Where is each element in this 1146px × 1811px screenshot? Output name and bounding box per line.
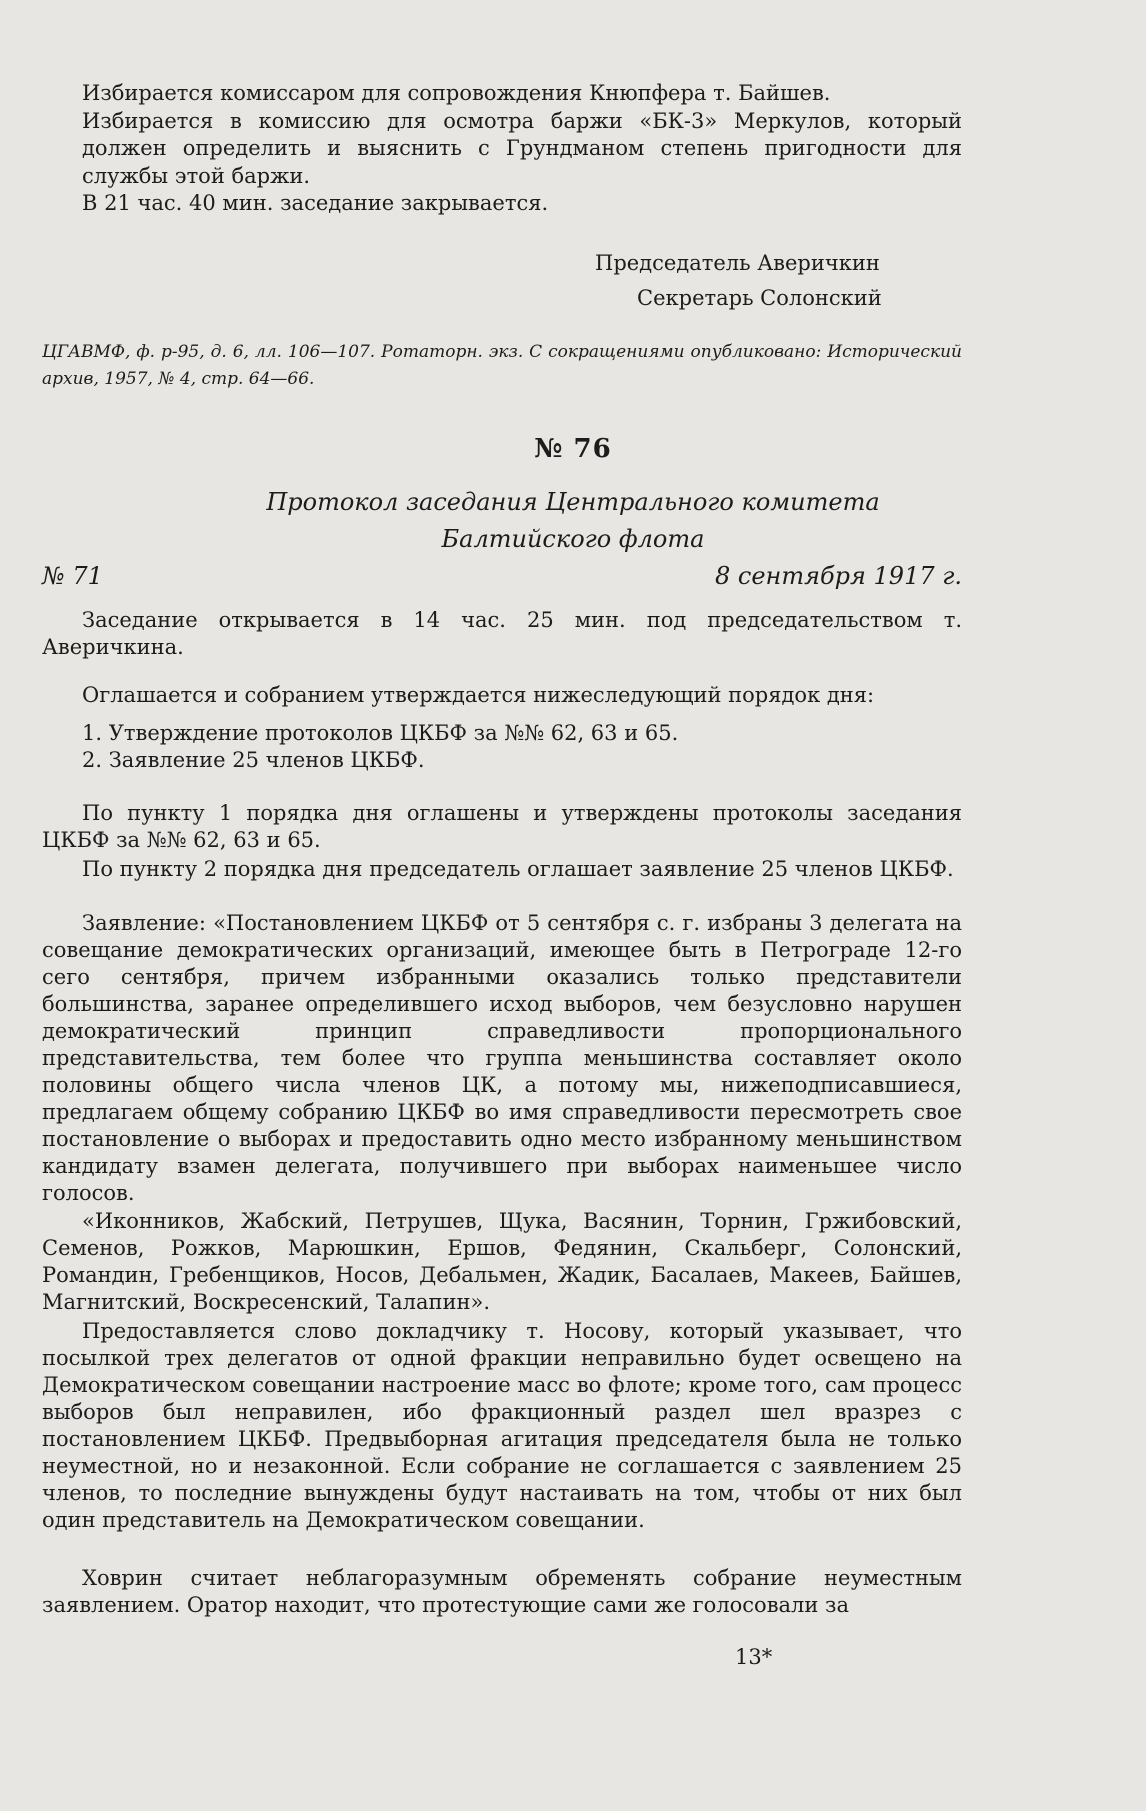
item-2-paragraph: По пункту 2 порядка дня председатель оглашает заявление 25 членов ЦКБФ. <box>82 857 954 881</box>
khovrin-paragraph: Ховрин считает неблагоразумным обременять собрание неуместным заявлением. Оратор находит, что протестующие сами же голосовали за <box>42 1566 962 1617</box>
signature-secretary: Секретарь Солонский <box>637 286 882 310</box>
archive-source: ЦГАВМФ, ф. р-95, д. 6, лл. 106—107. Ротаторн. экз. С сокращениями опубликовано: Исторический архив, 1957, № 4, стр. 64—66. <box>42 342 962 389</box>
agenda-item-1: 1. Утверждение протоколов ЦКБФ за №№ 62, 63 и 65. <box>82 721 679 745</box>
document-number: № 76 <box>534 434 612 464</box>
document-title-line-2: Балтийского флота <box>441 525 705 553</box>
protocol-date: 8 сентября 1917 г. <box>715 562 962 590</box>
agenda-intro: Оглашается и собранием утверждается нижеследующий порядок дня: <box>82 683 875 707</box>
agenda-item-2: 2. Заявление 25 членов ЦКБФ. <box>82 748 425 772</box>
item-1-paragraph: По пункту 1 порядка дня оглашены и утверждены протоколы заседания ЦКБФ за №№ 62, 63 и 65. <box>42 801 962 852</box>
signature-chair: Председатель Аверичкин <box>595 251 880 275</box>
intro-block <box>82 80 962 218</box>
document-title-line-1: Протокол заседания Центрального комитета <box>266 488 880 516</box>
intro-paragraph-3: В 21 час. 40 мин. заседание закрывается. <box>82 191 549 215</box>
intro-paragraph-1: Избирается комиссаром для сопровождения Кнюпфера т. Байшев. <box>82 81 831 105</box>
nosov-paragraph: Предоставляется слово докладчику т. Носову, который указывает, что посылкой трех делегатов от одной фракции неправильно будет освещено на Демократическом совещании настроение масс во флоте; кроме того, сам процесс выборов был неправилен, ибо фракционный раздел шел вразрез с постановлением ЦКБФ. Предвыборная агитация председателя была не только неуместной, но и незаконной. Если собрание не соглашается с заявлением 25 членов, то последние вынуждены будут настаивать на том, чтобы от них был один представитель на Демократическом совещании. <box>42 1319 962 1532</box>
protocol-number: № 71 <box>42 562 103 590</box>
opening-paragraph: Заседание открывается в 14 час. 25 мин. под председательством т. Аверичкина. <box>42 608 962 659</box>
page-number: 13* <box>735 1645 773 1669</box>
statement-paragraph: Заявление: «Постановлением ЦКБФ от 5 сентября с. г. избраны 3 делегата на совещание демократических организаций, имеющее быть в Петрограде 12-го сего сентября, причем избранными оказались только представители большинства, заранее определившего исход выборов, чем безусловно нарушен демократический принцип справедливости пропорционального представительства, тем более что группа меньшинства составляет около половины общего числа членов ЦК, а потому мы, нижеподписавшиеся, предлагаем общему собранию ЦКБФ во имя справедливости пересмотреть свое постановление о выборах и предоставить одно место избранному меньшинством кандидату взамен делегата, получившего при выборах наименьшее число голосов. <box>42 911 962 1205</box>
intro-paragraph-2: Избирается в комиссию для осмотра баржи «БК-3» Меркулов, который должен определить и выяснить с Грундманом степень пригодности для службы этой баржи. <box>82 108 962 188</box>
protocol-meta <box>42 562 962 594</box>
signers-paragraph: «Иконников, Жабский, Петрушев, Щука, Васянин, Торнин, Гржибовский, Семенов, Рожков, Марюшкин, Ершов, Федянин, Скальберг, Солонский, Романдин, Гребенщиков, Носов, Дебальмен, Жадик, Басалаев, Макеев, Байшев, Магнитский, Воскресенский, Талапин». <box>42 1209 962 1314</box>
